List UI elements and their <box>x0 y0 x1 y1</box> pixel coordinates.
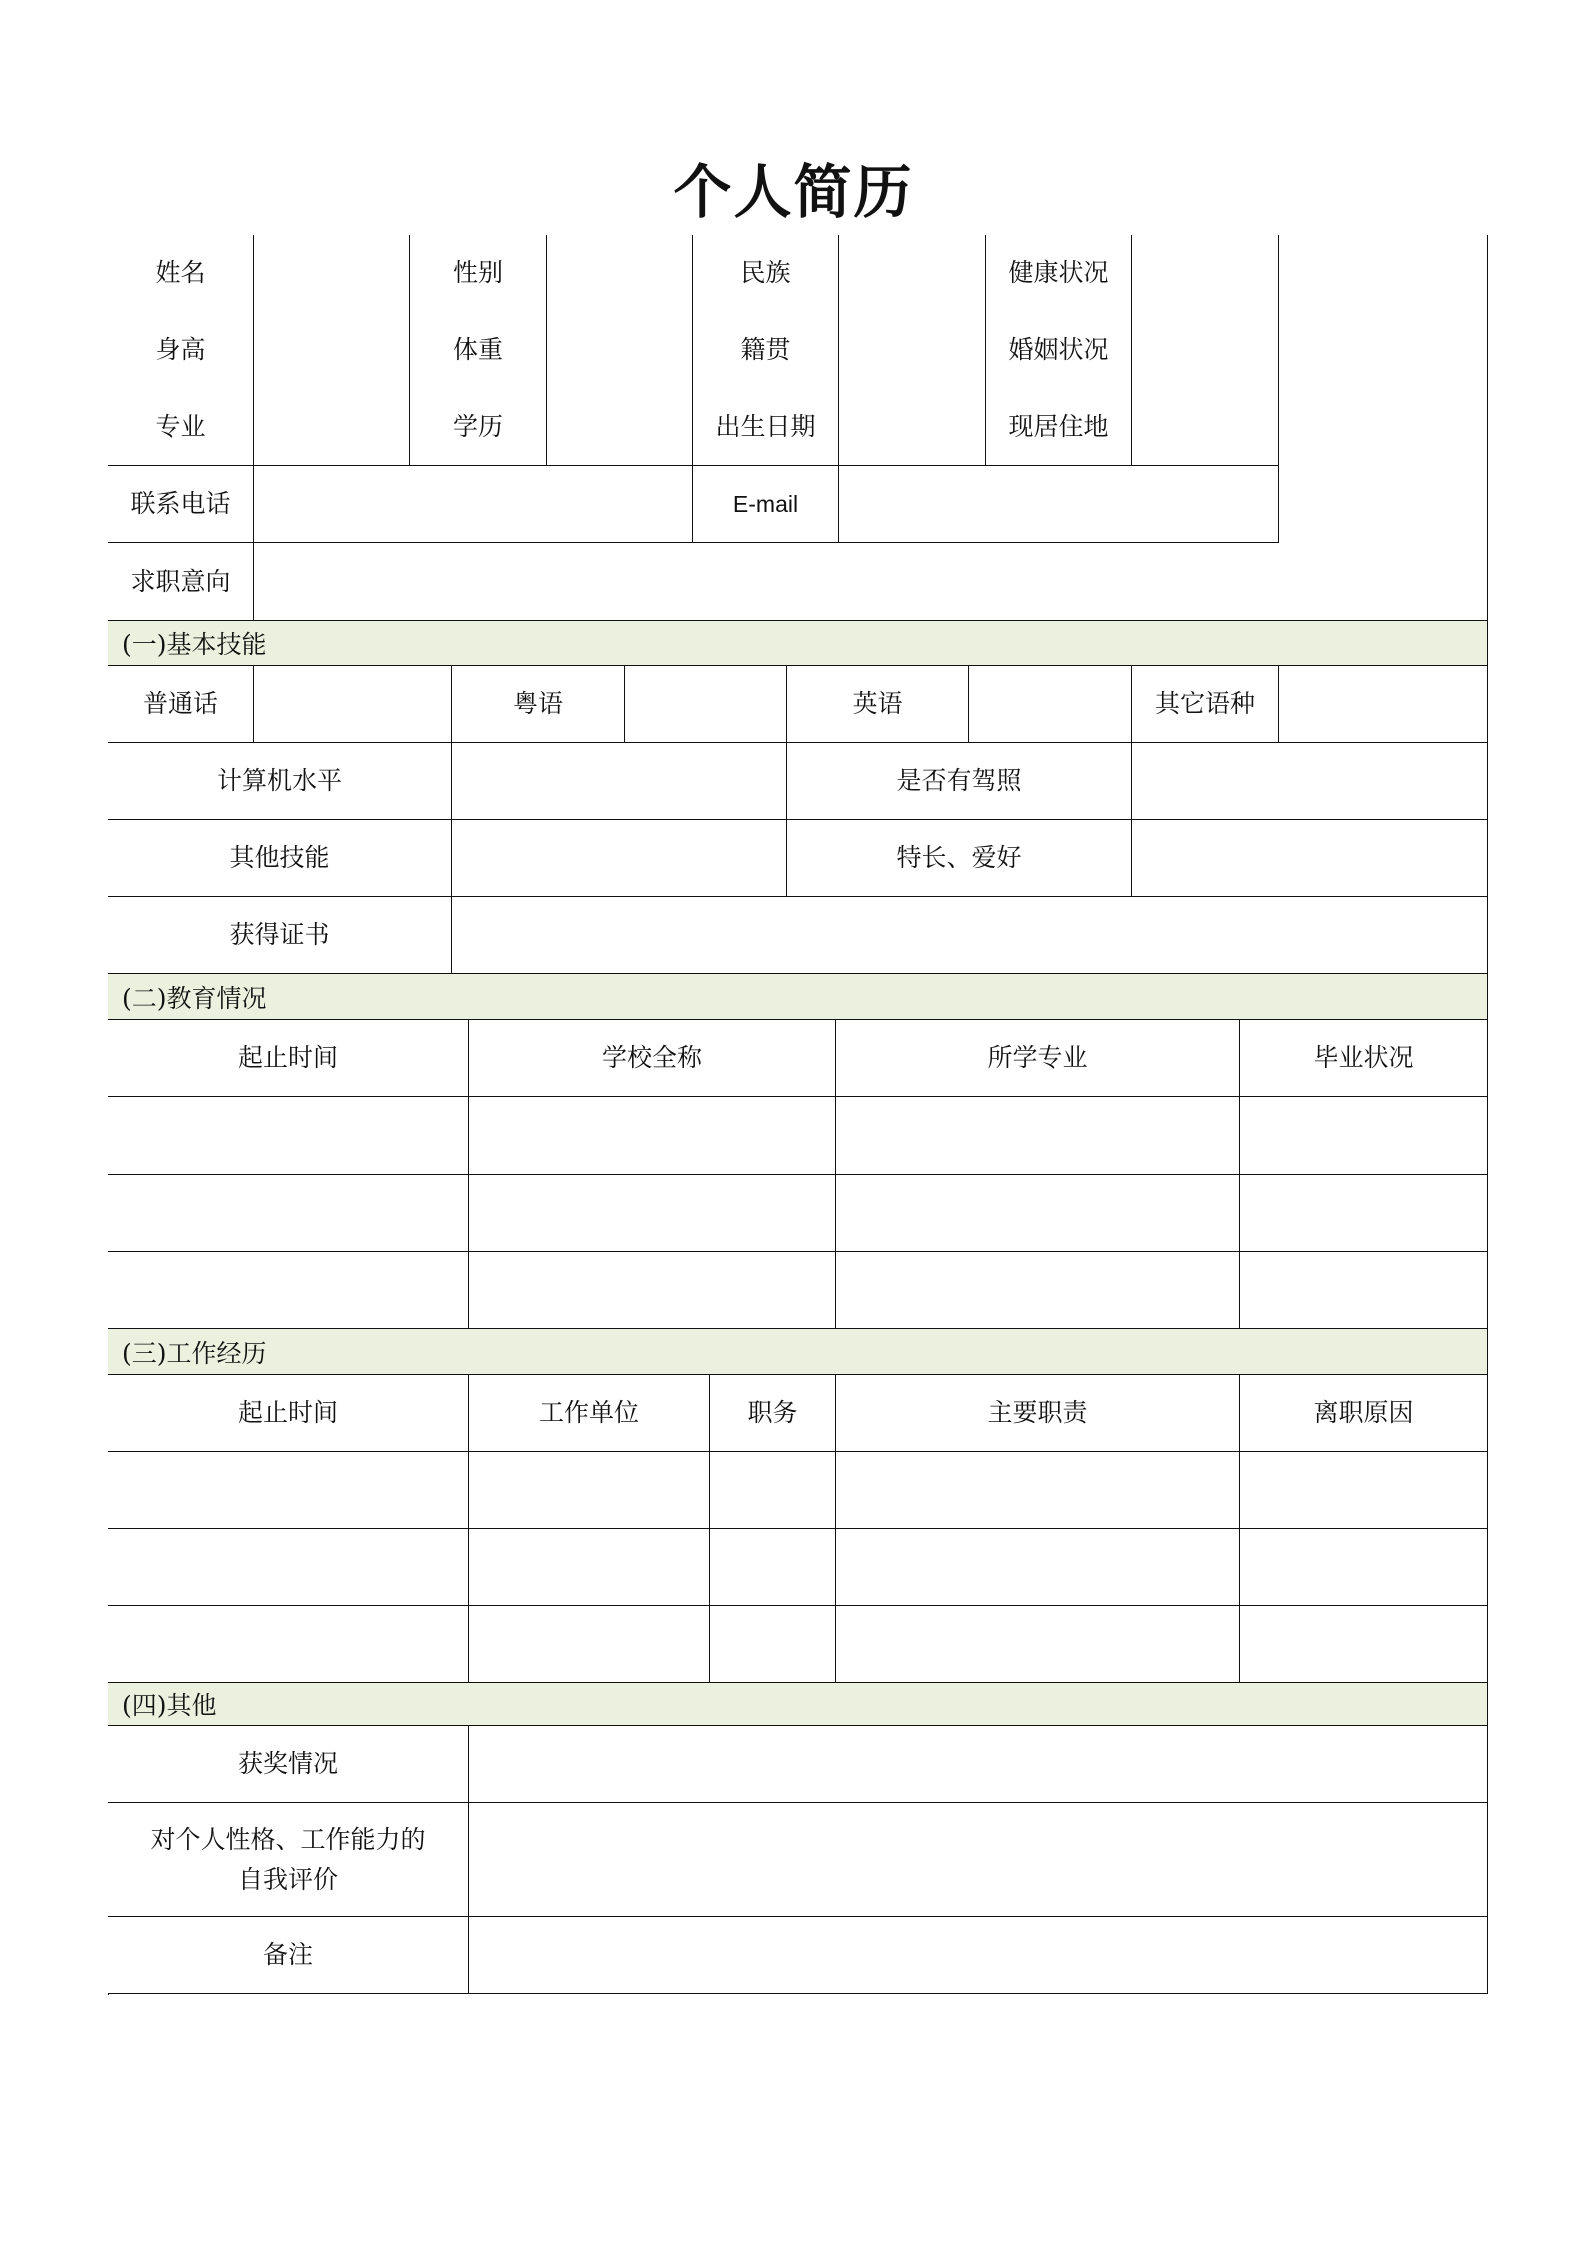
label-mandarin: 普通话 <box>108 666 254 743</box>
edu-row2-graduation[interactable] <box>1240 1175 1488 1252</box>
edu-row3-school[interactable] <box>469 1252 836 1329</box>
section-header-work: (三)工作经历 <box>108 1329 1488 1375</box>
label-gender: 性别 <box>410 235 547 312</box>
work-row3-position[interactable] <box>710 1606 836 1683</box>
current-address-field[interactable] <box>1132 388 1279 466</box>
label-current-address: 现居住地 <box>986 388 1132 466</box>
edu-row1-major[interactable] <box>836 1097 1240 1175</box>
label-self-evaluation <box>108 1803 469 1917</box>
work-row2-duties[interactable] <box>836 1529 1240 1606</box>
edu-row3-major[interactable] <box>836 1252 1240 1329</box>
work-row1-period[interactable] <box>108 1452 469 1529</box>
label-education-level: 学历 <box>410 388 547 466</box>
self-eval-line2: 自我评价 <box>237 1864 338 1894</box>
work-row2-period[interactable] <box>108 1529 469 1606</box>
edu-row3-graduation[interactable] <box>1240 1252 1488 1329</box>
edu-col-school: 学校全称 <box>469 1020 836 1097</box>
edu-col-major: 所学专业 <box>836 1020 1240 1097</box>
label-ethnicity: 民族 <box>693 235 839 312</box>
label-cantonese: 粤语 <box>452 666 625 743</box>
edu-row1-graduation[interactable] <box>1240 1097 1488 1175</box>
work-row3-employer[interactable] <box>469 1606 710 1683</box>
label-health: 健康状况 <box>986 235 1132 312</box>
self-evaluation-field[interactable] <box>469 1803 1488 1917</box>
notes-field[interactable] <box>469 1917 1488 1994</box>
name-field[interactable] <box>254 235 410 312</box>
work-col-leave-reason: 离职原因 <box>1240 1375 1488 1452</box>
label-driver-license: 是否有驾照 <box>787 743 1132 820</box>
cantonese-field[interactable] <box>625 666 787 743</box>
label-email: E-mail <box>693 466 839 543</box>
edu-row3-period[interactable] <box>108 1252 469 1329</box>
english-field[interactable] <box>969 666 1132 743</box>
health-field[interactable] <box>1132 235 1279 312</box>
height-field[interactable] <box>254 311 410 389</box>
label-name: 姓名 <box>108 235 254 312</box>
edu-row2-period[interactable] <box>108 1175 469 1252</box>
self-eval-line1: 对个人性格、工作能力的 <box>150 1824 426 1854</box>
work-row2-employer[interactable] <box>469 1529 710 1606</box>
work-row3-leave-reason[interactable] <box>1240 1606 1488 1683</box>
work-row2-position[interactable] <box>710 1529 836 1606</box>
label-computer-level: 计算机水平 <box>108 743 452 820</box>
work-col-employer: 工作单位 <box>469 1375 710 1452</box>
edu-row2-major[interactable] <box>836 1175 1240 1252</box>
section-header-skills: (一)基本技能 <box>108 621 1488 666</box>
weight-field[interactable] <box>547 311 693 389</box>
major-field[interactable] <box>254 388 410 466</box>
label-awards: 获奖情况 <box>108 1726 469 1803</box>
work-row1-leave-reason[interactable] <box>1240 1452 1488 1529</box>
education-level-field[interactable] <box>547 388 693 466</box>
label-marital-status: 婚姻状况 <box>986 311 1132 389</box>
label-phone: 联系电话 <box>108 466 254 543</box>
mandarin-field[interactable] <box>254 666 452 743</box>
label-native-place: 籍贯 <box>693 311 839 389</box>
certificates-field[interactable] <box>452 897 1488 974</box>
job-objective-field[interactable] <box>254 543 1488 621</box>
awards-field[interactable] <box>469 1726 1488 1803</box>
label-english: 英语 <box>787 666 969 743</box>
label-weight: 体重 <box>410 311 547 389</box>
work-row3-period[interactable] <box>108 1606 469 1683</box>
label-major: 专业 <box>108 388 254 466</box>
edu-row2-school[interactable] <box>469 1175 836 1252</box>
phone-field[interactable] <box>254 466 693 543</box>
marital-status-field[interactable] <box>1132 311 1279 389</box>
label-birth-date: 出生日期 <box>693 388 839 466</box>
work-row1-duties[interactable] <box>836 1452 1240 1529</box>
other-languages-field[interactable] <box>1279 666 1488 743</box>
driver-license-field[interactable] <box>1132 743 1488 820</box>
section-header-education: (二)教育情况 <box>108 974 1488 1020</box>
work-col-position: 职务 <box>710 1375 836 1452</box>
edu-col-period: 起止时间 <box>108 1020 469 1097</box>
section-header-other: (四)其他 <box>108 1683 1488 1726</box>
label-job-objective: 求职意向 <box>108 543 254 621</box>
work-col-duties: 主要职责 <box>836 1375 1240 1452</box>
label-notes: 备注 <box>108 1917 469 1994</box>
computer-level-field[interactable] <box>452 743 787 820</box>
other-skills-field[interactable] <box>452 820 787 897</box>
edu-row1-school[interactable] <box>469 1097 836 1175</box>
ethnicity-field[interactable] <box>839 235 986 312</box>
email-field[interactable] <box>839 466 1279 543</box>
work-col-period: 起止时间 <box>108 1375 469 1452</box>
edu-row1-period[interactable] <box>108 1097 469 1175</box>
work-row1-position[interactable] <box>710 1452 836 1529</box>
edu-col-graduation: 毕业状况 <box>1240 1020 1488 1097</box>
birth-date-field[interactable] <box>839 388 986 466</box>
work-row3-duties[interactable] <box>836 1606 1240 1683</box>
page-title: 个人简历 <box>673 158 914 226</box>
label-other-languages: 其它语种 <box>1132 666 1279 743</box>
label-hobbies: 特长、爱好 <box>787 820 1132 897</box>
work-row1-employer[interactable] <box>469 1452 710 1529</box>
work-row2-leave-reason[interactable] <box>1240 1529 1488 1606</box>
label-height: 身高 <box>108 311 254 389</box>
label-other-skills: 其他技能 <box>108 820 452 897</box>
native-place-field[interactable] <box>839 311 986 389</box>
label-certificates: 获得证书 <box>108 897 452 974</box>
gender-field[interactable] <box>547 235 693 312</box>
hobbies-field[interactable] <box>1132 820 1488 897</box>
